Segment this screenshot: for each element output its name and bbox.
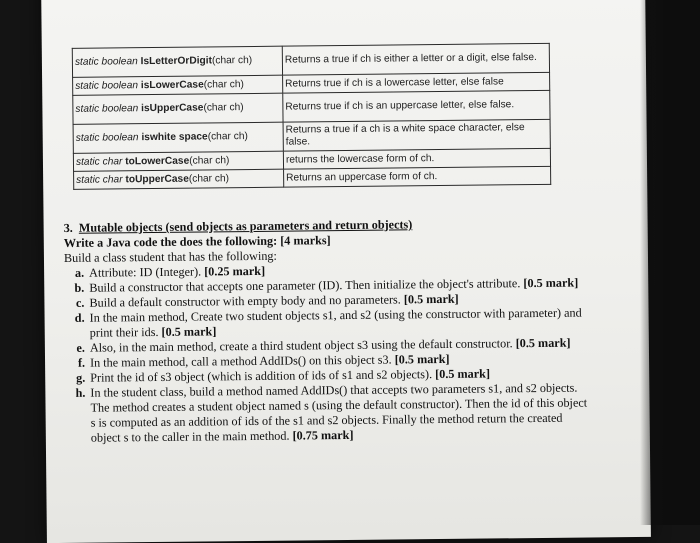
mark-value: [0.75 mark] bbox=[292, 427, 354, 443]
method-signature: static boolean isLowerCase(char ch) bbox=[73, 75, 283, 95]
list-item: d. In the main method, Create two student objects s1, and s2 (using the constructor with parameter) and print their ids. [0.5 mark] bbox=[74, 305, 582, 340]
method-description: Returns true if ch is an uppercase letter, else false. bbox=[283, 90, 550, 122]
document-page bbox=[41, 0, 651, 543]
question-number: 3. bbox=[63, 220, 73, 235]
mark-value: [0.5 mark] bbox=[523, 275, 579, 291]
mark-value: [0.5 mark] bbox=[394, 351, 450, 367]
photo-edge-shadow bbox=[640, 0, 700, 525]
mark-value: [0.5 mark] bbox=[435, 366, 491, 382]
table-row bbox=[74, 166, 551, 189]
list-item: h. In the student class, build a method named AddIDs() that accepts two parameters s1, and s2 objects. The method creates a student object named s (using the default constructor). Then the id of this object s is computed as an addition of ids of the s1 and s2 objects. Finally the method return the created object s to the caller in the main method. [0.75 mark] bbox=[75, 380, 588, 445]
list-item: b. Build a constructor that accepts one parameter (ID). Then initialize the object's attribute. [0.5 mark] bbox=[74, 275, 579, 295]
method-description: Returns an uppercase form of ch. bbox=[284, 166, 551, 187]
method-description: Returns a true if ch is either a letter or a digit, else false. bbox=[282, 43, 549, 75]
list-item: c. Build a default constructor with empty body and no parameters. [0.5 mark] bbox=[75, 291, 459, 310]
question-intro: Build a class student that has the following: bbox=[63, 248, 277, 265]
list-item: g. Print the id of s3 object (which is addition of ids of s1 and s2 objects). [0.5 mark] bbox=[76, 366, 491, 385]
method-description: returns the lowercase form of ch. bbox=[283, 148, 550, 169]
question-instruction: Write a Java code the does the following: [4 marks] bbox=[63, 233, 331, 250]
method-signature: static char toLowerCase(char ch) bbox=[73, 151, 283, 171]
mark-value: [0.5 mark] bbox=[403, 291, 459, 307]
list-item: e. Also, in the main method, create a third student object s3 using the default constructor. [0.5 mark] bbox=[76, 335, 571, 355]
mark-value: [0.25 mark] bbox=[204, 263, 266, 279]
mark-value: [0.5 mark] bbox=[515, 335, 571, 351]
list-item: f. In the main method, call a method AddIDs() on this object s3. [0.5 mark] bbox=[77, 351, 450, 370]
list-item: a. Attribute: ID (Integer). [0.25 mark] bbox=[74, 263, 266, 280]
method-signature: static boolean isUpperCase(char ch) bbox=[73, 93, 283, 124]
method-description: Returns a true if a ch is a white space character, else false. bbox=[283, 119, 550, 151]
method-signature: static boolean iswhite space(char ch) bbox=[73, 122, 283, 153]
method-signature: static char toUpperCase(char ch) bbox=[74, 169, 284, 189]
method-description: Returns true if ch is a lowercase letter, else false bbox=[283, 72, 550, 93]
character-methods-table bbox=[72, 43, 551, 190]
question-section bbox=[64, 215, 591, 445]
requirement-list bbox=[64, 260, 591, 445]
method-signature: static boolean IsLetterOrDigit(char ch) bbox=[72, 46, 282, 77]
mark-value: [0.5 mark] bbox=[161, 324, 217, 339]
question-title: Mutable objects (send objects as parameters and return objects) bbox=[78, 217, 413, 235]
